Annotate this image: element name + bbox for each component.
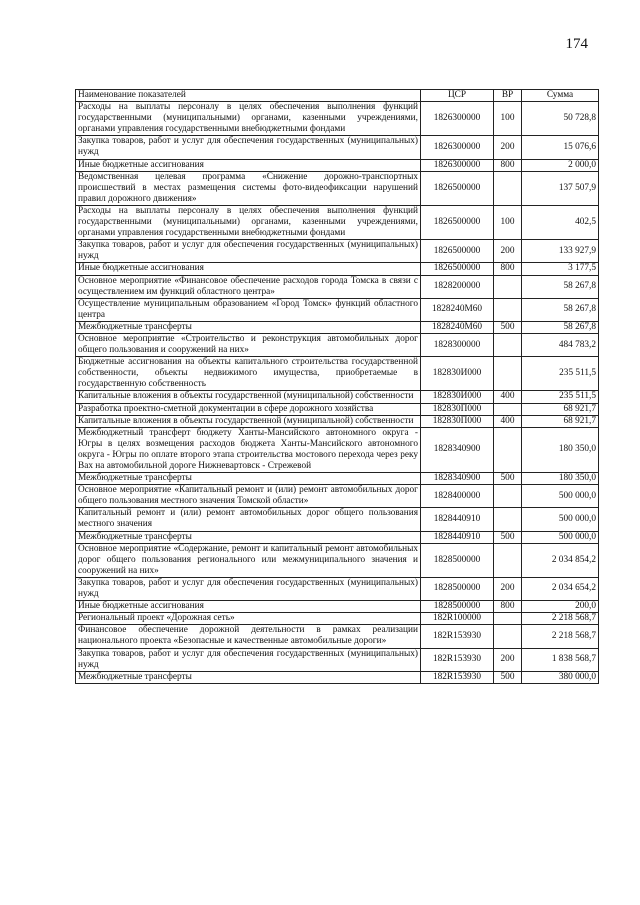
- row-csr-cell: 1826500000: [421, 171, 494, 205]
- table-row: [76, 427, 599, 472]
- row-sum-cell: 200,0: [522, 601, 599, 613]
- row-sum-cell: 58 267,8: [522, 298, 599, 321]
- table-row: [76, 531, 599, 543]
- row-vr-cell: [494, 427, 522, 472]
- header-name: Наименование показателей: [76, 90, 421, 102]
- table-row: [76, 136, 599, 159]
- row-vr-cell: 100: [494, 205, 522, 239]
- row-sum-cell: 235 511,5: [522, 357, 599, 391]
- row-name-cell: Ведомственная целевая программа «Снижение дорожно-транспортных происшествий в местах размещения системы фото-видеофиксации нарушений правил дорожного движения»: [76, 171, 421, 205]
- row-sum-cell: 380 000,0: [522, 671, 599, 683]
- row-sum-cell: 180 350,0: [522, 427, 599, 472]
- table-row: [76, 205, 599, 239]
- row-name-cell: Закупка товаров, работ и услуг для обеспечения государственных (муниципальных) нужд: [76, 240, 421, 263]
- row-vr-cell: 200: [494, 577, 522, 600]
- row-vr-cell: [494, 171, 522, 205]
- row-name-cell: Иные бюджетные ассигнования: [76, 263, 421, 275]
- row-vr-cell: [494, 485, 522, 508]
- row-name-cell: Расходы на выплаты персоналу в целях обеспечения выполнения функций государственными (муниципальными) органами, казенными учреждениями, органами управления государственными внебюджетными фондами: [76, 205, 421, 239]
- row-csr-cell: 1828240М60: [421, 321, 494, 333]
- row-csr-cell: 1828400000: [421, 485, 494, 508]
- row-name-cell: Капитальные вложения в объекты государственной (муниципальной) собственности: [76, 415, 421, 427]
- row-csr-cell: 182R100000: [421, 613, 494, 625]
- row-sum-cell: 1 838 568,7: [522, 648, 599, 671]
- row-vr-cell: 200: [494, 648, 522, 671]
- row-vr-cell: 500: [494, 321, 522, 333]
- table-row: [76, 601, 599, 613]
- row-vr-cell: [494, 275, 522, 298]
- row-sum-cell: 15 076,6: [522, 136, 599, 159]
- row-vr-cell: 500: [494, 473, 522, 485]
- row-csr-cell: 1826300000: [421, 102, 494, 136]
- table-row: [76, 321, 599, 333]
- table-row: [76, 298, 599, 321]
- row-name-cell: Межбюджетный трансферт бюджету Ханты-Мансийского автономного округа - Югры в целях возмещения расходов бюджета Ханты-Мансийского автономного округа - Югры по оплате второго этапа строительства мостового перехода через реку Вах на автомобильной дороге Нижневартовск - Стрежевой: [76, 427, 421, 472]
- row-csr-cell: 1828500000: [421, 577, 494, 600]
- row-csr-cell: 182830И000: [421, 391, 494, 403]
- row-csr-cell: 1826300000: [421, 159, 494, 171]
- table-row: [76, 333, 599, 356]
- row-name-cell: Основное мероприятие «Содержание, ремонт и капитальный ремонт автомобильных дорог общего пользования регионального или межмуниципального значения и сооружений на них»: [76, 543, 421, 577]
- table-row: [76, 240, 599, 263]
- row-name-cell: Закупка товаров, работ и услуг для обеспечения государственных (муниципальных) нужд: [76, 136, 421, 159]
- table-row: [76, 577, 599, 600]
- row-sum-cell: 2 218 568,7: [522, 625, 599, 648]
- row-csr-cell: 182R153930: [421, 671, 494, 683]
- row-sum-cell: 500 000,0: [522, 531, 599, 543]
- row-csr-cell: 182830И000: [421, 357, 494, 391]
- row-sum-cell: 2 034 654,2: [522, 577, 599, 600]
- row-name-cell: Иные бюджетные ассигнования: [76, 159, 421, 171]
- row-name-cell: Основное мероприятие «Финансовое обеспечение расходов города Томска в связи с осуществлением им функций областного центра»: [76, 275, 421, 298]
- row-vr-cell: 400: [494, 391, 522, 403]
- row-vr-cell: [494, 508, 522, 531]
- table-row: [76, 357, 599, 391]
- row-csr-cell: 182R153930: [421, 625, 494, 648]
- row-sum-cell: 68 921,7: [522, 403, 599, 415]
- row-vr-cell: 800: [494, 159, 522, 171]
- row-name-cell: Закупка товаров, работ и услуг для обеспечения государственных (муниципальных) нужд: [76, 577, 421, 600]
- budget-table: [75, 89, 599, 684]
- table-header-row: [76, 90, 599, 102]
- page-number: 174: [565, 36, 588, 52]
- row-vr-cell: [494, 403, 522, 415]
- row-sum-cell: 484 783,2: [522, 333, 599, 356]
- row-csr-cell: 1828240М60: [421, 298, 494, 321]
- row-vr-cell: [494, 625, 522, 648]
- row-vr-cell: 500: [494, 531, 522, 543]
- row-csr-cell: 1828300000: [421, 333, 494, 356]
- row-sum-cell: 58 267,8: [522, 321, 599, 333]
- row-csr-cell: 1826500000: [421, 240, 494, 263]
- header-vr: ВР: [494, 90, 522, 102]
- row-csr-cell: 182830П000: [421, 415, 494, 427]
- row-sum-cell: 68 921,7: [522, 415, 599, 427]
- row-name-cell: Осуществление муниципальным образованием «Город Томск» функций областного центра: [76, 298, 421, 321]
- table-body: [76, 102, 599, 684]
- table-row: [76, 613, 599, 625]
- row-csr-cell: 1826300000: [421, 136, 494, 159]
- row-sum-cell: 500 000,0: [522, 485, 599, 508]
- row-name-cell: Основное мероприятие «Капитальный ремонт и (или) ремонт автомобильных дорог общего пользования местного значения Томской области»: [76, 485, 421, 508]
- table-row: [76, 415, 599, 427]
- row-vr-cell: 800: [494, 263, 522, 275]
- header-sum: Сумма: [522, 90, 599, 102]
- table-row: [76, 671, 599, 683]
- table-row: [76, 159, 599, 171]
- row-name-cell: Капитальный ремонт и (или) ремонт автомобильных дорог общего пользования местного значения: [76, 508, 421, 531]
- table-row: [76, 263, 599, 275]
- row-csr-cell: 182830П000: [421, 403, 494, 415]
- row-sum-cell: 235 511,5: [522, 391, 599, 403]
- row-csr-cell: 1826500000: [421, 263, 494, 275]
- row-sum-cell: 58 267,8: [522, 275, 599, 298]
- table-row: [76, 508, 599, 531]
- table-row: [76, 403, 599, 415]
- row-sum-cell: 2 000,0: [522, 159, 599, 171]
- row-name-cell: Разработка проектно-сметной документации в сфере дорожного хозяйства: [76, 403, 421, 415]
- row-name-cell: Межбюджетные трансферты: [76, 473, 421, 485]
- table-row: [76, 102, 599, 136]
- row-vr-cell: 400: [494, 415, 522, 427]
- row-name-cell: Региональный проект «Дорожная сеть»: [76, 613, 421, 625]
- header-csr: ЦСР: [421, 90, 494, 102]
- row-csr-cell: 1828340900: [421, 427, 494, 472]
- row-vr-cell: 200: [494, 136, 522, 159]
- row-vr-cell: 200: [494, 240, 522, 263]
- row-name-cell: Иные бюджетные ассигнования: [76, 601, 421, 613]
- table-row: [76, 648, 599, 671]
- row-sum-cell: 500 000,0: [522, 508, 599, 531]
- row-vr-cell: 800: [494, 601, 522, 613]
- row-sum-cell: 402,5: [522, 205, 599, 239]
- row-sum-cell: 3 177,5: [522, 263, 599, 275]
- row-vr-cell: [494, 333, 522, 356]
- table-row: [76, 473, 599, 485]
- row-csr-cell: 182R153930: [421, 648, 494, 671]
- row-vr-cell: [494, 357, 522, 391]
- row-name-cell: Основное мероприятие «Строительство и реконструкция автомобильных дорог общего пользования и сооружений на них»: [76, 333, 421, 356]
- table-row: [76, 275, 599, 298]
- row-sum-cell: 133 927,9: [522, 240, 599, 263]
- row-csr-cell: 1828500000: [421, 543, 494, 577]
- row-name-cell: Межбюджетные трансферты: [76, 671, 421, 683]
- row-vr-cell: [494, 298, 522, 321]
- row-name-cell: Межбюджетные трансферты: [76, 531, 421, 543]
- row-sum-cell: 50 728,8: [522, 102, 599, 136]
- table-row: [76, 171, 599, 205]
- row-vr-cell: [494, 613, 522, 625]
- row-vr-cell: [494, 543, 522, 577]
- table-row: [76, 625, 599, 648]
- row-csr-cell: 1828500000: [421, 601, 494, 613]
- row-csr-cell: 1828440910: [421, 531, 494, 543]
- row-name-cell: Межбюджетные трансферты: [76, 321, 421, 333]
- row-sum-cell: 2 034 854,2: [522, 543, 599, 577]
- table-row: [76, 543, 599, 577]
- row-sum-cell: 180 350,0: [522, 473, 599, 485]
- row-name-cell: Капитальные вложения в объекты государственной (муниципальной) собственности: [76, 391, 421, 403]
- row-csr-cell: 1828440910: [421, 508, 494, 531]
- row-sum-cell: 2 218 568,7: [522, 613, 599, 625]
- row-name-cell: Закупка товаров, работ и услуг для обеспечения государственных (муниципальных) нужд: [76, 648, 421, 671]
- row-vr-cell: 100: [494, 102, 522, 136]
- row-csr-cell: 1828200000: [421, 275, 494, 298]
- row-vr-cell: 500: [494, 671, 522, 683]
- row-name-cell: Расходы на выплаты персоналу в целях обеспечения выполнения функций государственными (муниципальными) органами, казенными учреждениями, органами управления государственными внебюджетными фондами: [76, 102, 421, 136]
- row-csr-cell: 1828340900: [421, 473, 494, 485]
- row-csr-cell: 1826500000: [421, 205, 494, 239]
- row-sum-cell: 137 507,9: [522, 171, 599, 205]
- row-name-cell: Финансовое обеспечение дорожной деятельности в рамках реализации национального проекта «Безопасные и качественные автомобильные дороги»: [76, 625, 421, 648]
- table-row: [76, 485, 599, 508]
- row-name-cell: Бюджетные ассигнования на объекты капитального строительства государственной собственности, объекты недвижимого имущества, приобретаемые в государственную собственность: [76, 357, 421, 391]
- table-row: [76, 391, 599, 403]
